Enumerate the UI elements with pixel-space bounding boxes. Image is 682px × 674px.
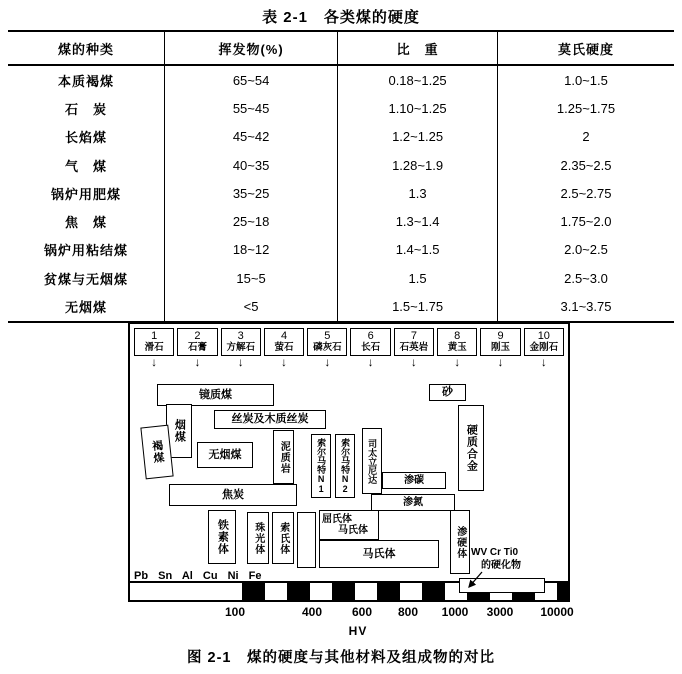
mineral-name: 金刚石: [529, 342, 559, 353]
axis-tick: 3000: [486, 605, 514, 619]
mineral-box: [437, 328, 477, 369]
box-martensite: 马氏体: [319, 540, 439, 568]
box-lignite: 褐煤: [140, 425, 173, 480]
mineral-box: [394, 328, 434, 369]
hardness-figure: [128, 322, 574, 644]
mineral-box: [177, 328, 217, 369]
mohs-minerals-row: [134, 328, 564, 369]
down-arrow-icon: ↓: [497, 355, 504, 369]
table-cell: 气 煤: [64, 158, 107, 174]
column-header: 挥发物(%): [165, 31, 338, 65]
table-cell: 1.28~1.9: [338, 151, 498, 179]
mineral-box: [480, 328, 520, 369]
mineral-name: 萤石: [274, 342, 294, 353]
table-cell: 贫煤与无烟煤: [43, 271, 128, 287]
mineral-name: 长石: [361, 342, 381, 353]
table-cell: 1.5: [338, 264, 498, 292]
mineral-name: 刚玉: [491, 342, 511, 353]
table-cell: 35~25: [165, 179, 338, 207]
box-vitrain: 镜质煤: [157, 384, 274, 406]
box-fusain: 丝炭及木质丝炭: [214, 410, 326, 429]
box-hard-alloy: 硬质合金: [458, 405, 484, 491]
column-header: 比 重: [338, 31, 498, 65]
box-sormite-n1: 索尔马特N1: [311, 434, 331, 498]
table-row: [8, 179, 674, 207]
mineral-name: 石膏: [187, 342, 207, 353]
table-cell: 18~12: [165, 236, 338, 264]
mineral-box: [524, 328, 564, 369]
table-cell: 25~18: [165, 207, 338, 235]
table-row: [8, 207, 674, 235]
table-row: [8, 236, 674, 264]
axis-tick: 400: [301, 605, 323, 619]
mineral-number: 1: [151, 330, 158, 342]
mineral-number: 4: [280, 330, 288, 342]
down-arrow-icon: ↓: [194, 355, 201, 369]
mineral-name: 黄玉: [447, 342, 467, 353]
table-cell: 0.18~1.25: [338, 65, 498, 94]
mineral-name: 滑石: [144, 342, 164, 353]
down-arrow-icon: ↓: [324, 355, 331, 369]
table-cell: 无烟煤: [64, 300, 107, 316]
table-cell: 1.3: [338, 179, 498, 207]
table-header-row: [8, 31, 674, 65]
box-pearlite: 珠光体: [247, 512, 269, 564]
table-cell: 3.1~3.75: [497, 292, 674, 321]
table-cell: 1.2~1.25: [338, 123, 498, 151]
mineral-number: 3: [237, 330, 244, 342]
box-anthracite: 无烟煤: [197, 442, 253, 468]
table-cell: 1.25~1.75: [497, 94, 674, 122]
box-ferrite: 铁素体: [208, 510, 236, 564]
box-carburized: 渗碳: [382, 472, 446, 489]
axis-tick: 600: [351, 605, 373, 619]
mineral-number: 8: [454, 330, 461, 342]
table-row: [8, 123, 674, 151]
table-cell: 15~5: [165, 264, 338, 292]
figure-caption: 图 2-1 煤的硬度与其他材料及组成物的对比: [187, 650, 495, 666]
table-title: 表 2-1 各类煤的硬度: [262, 9, 420, 26]
mineral-number: 10: [537, 330, 550, 342]
table-cell: 2.35~2.5: [497, 151, 674, 179]
down-arrow-icon: ↓: [410, 355, 417, 369]
table-cell: 1.5~1.75: [338, 292, 498, 321]
mineral-box: [221, 328, 261, 369]
column-header: 煤的种类: [8, 31, 165, 65]
mineral-number: 9: [497, 330, 504, 342]
axis-tick: 10000: [540, 605, 574, 619]
box-empty: [297, 512, 316, 568]
table-cell: 1.10~1.25: [338, 94, 498, 122]
table-cell: 65~54: [165, 65, 338, 94]
table-cell: 2.5~2.75: [497, 179, 674, 207]
mineral-box: [307, 328, 347, 369]
axis-tick: 100: [224, 605, 246, 619]
carbide-annotation-line1: WV Cr Ti0: [471, 547, 519, 558]
box-sorbite: 索氏体: [272, 512, 294, 564]
box-sand: 砂: [429, 384, 466, 401]
table-cell: 2.0~2.5: [497, 236, 674, 264]
table-cell: 1.4~1.5: [338, 236, 498, 264]
down-arrow-icon: ↓: [151, 355, 158, 369]
table-cell: 锅炉用粘结煤: [43, 243, 128, 259]
mineral-number: 7: [410, 330, 417, 342]
mineral-name: 方解石: [226, 342, 255, 353]
axis-tick: 1000: [441, 605, 469, 619]
mineral-number: 6: [367, 330, 374, 342]
down-arrow-icon: ↓: [237, 355, 244, 369]
down-arrow-icon: ↓: [367, 355, 374, 369]
table-cell: 石 炭: [64, 101, 107, 117]
table-row: [8, 151, 674, 179]
martensite-upper-label: 马氏体: [338, 525, 368, 536]
diagram-frame: [128, 322, 570, 602]
box-coke: 焦炭: [169, 484, 297, 506]
table-cell: 45~42: [165, 123, 338, 151]
metals-label: Pb Sn Al Cu Ni Fe: [134, 570, 262, 582]
table-row: [8, 94, 674, 122]
box-bituminous-coal: 烟煤: [166, 404, 192, 458]
table-cell: 焦 煤: [64, 215, 107, 231]
column-header: 莫氏硬度: [497, 31, 674, 65]
box-carbide-range: [459, 578, 545, 593]
box-sormite-n2: 索尔马特N2: [335, 434, 355, 498]
down-arrow-icon: ↓: [454, 355, 461, 369]
table-cell: 2.5~3.0: [497, 264, 674, 292]
table-row: [8, 65, 674, 94]
table-cell: 40~35: [165, 151, 338, 179]
carbide-annotation-line2: 的硬化物: [481, 560, 521, 571]
table-row: [8, 292, 674, 321]
mineral-box: [264, 328, 304, 369]
table-cell: <5: [165, 292, 338, 321]
down-arrow-icon: ↓: [540, 355, 547, 369]
box-case-hardened: 渗硬体: [450, 510, 470, 574]
box-stellite: 司太立尼达: [362, 428, 382, 494]
table-cell: 1.3~1.4: [338, 207, 498, 235]
mineral-number: 5: [324, 330, 331, 342]
box-troostite: [319, 510, 379, 540]
axis-tick: 800: [397, 605, 419, 619]
hv-axis-label: HV: [348, 624, 368, 638]
table-cell: 1.75~2.0: [497, 207, 674, 235]
troostite-label: 屈氏体: [322, 513, 352, 525]
table-cell: 2: [497, 123, 674, 151]
carbide-annotation: [471, 546, 521, 572]
mineral-box: [350, 328, 390, 369]
table-cell: 1.0~1.5: [497, 65, 674, 94]
table-cell: 55~45: [165, 94, 338, 122]
table-row: [8, 264, 674, 292]
coal-hardness-table: [8, 30, 674, 323]
down-arrow-icon: ↓: [281, 355, 288, 369]
box-mudstone: 泥质岩: [273, 430, 294, 484]
mineral-name: 磷灰石: [313, 342, 342, 353]
mineral-number: 2: [194, 330, 201, 342]
table-cell: 本质褐煤: [57, 73, 114, 89]
table-cell: 长焰煤: [64, 130, 107, 146]
mineral-box: [134, 328, 174, 369]
table-cell: 锅炉用肥煤: [50, 186, 121, 202]
mineral-name: 石英岩: [399, 342, 429, 353]
box-nitrided: 渗氮: [371, 494, 455, 511]
